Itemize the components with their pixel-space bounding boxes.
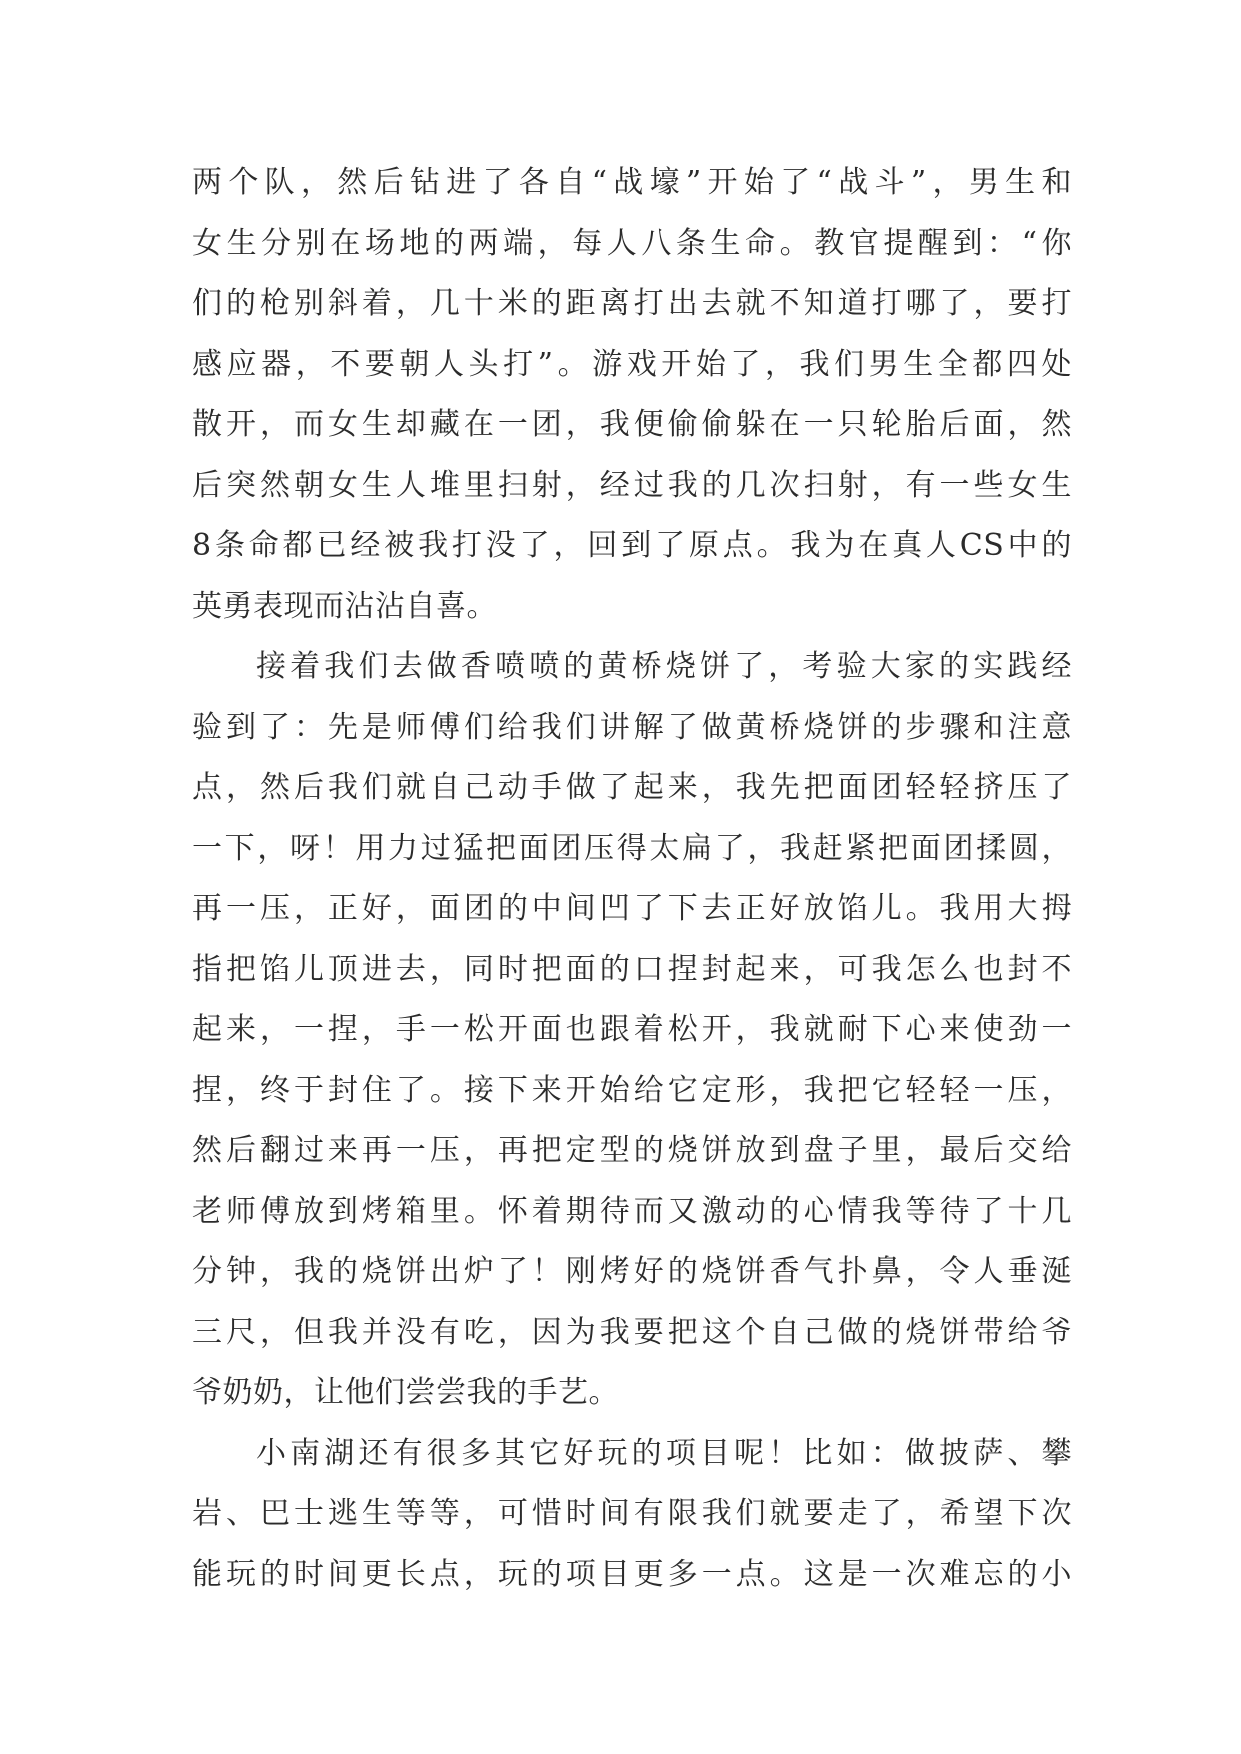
paragraph-first-line: 小南湖还有很多其它好玩的项目呢！比如：做披萨、攀 (256, 1435, 1072, 1471)
text-line: 老师傅放到烤箱里。怀着期待而又激动的心情我等待了十几 (192, 1193, 1072, 1229)
paragraph-first-line: 接着我们去做香喷喷的黄桥烧饼了，考验大家的实践经 (256, 649, 1072, 684)
text-line: 点，然后我们就自己动手做了起来，我先把面团轻轻挤压了 (192, 770, 1072, 805)
text-line: 8条命都已经被我打没了，回到了原点。我为在真人CS中的 (192, 528, 1072, 563)
text-line: 验到了：先是师傅们给我们讲解了做黄桥烧饼的步骤和注意 (192, 709, 1072, 745)
text-line: 指把馅儿顶进去，同时把面的口捏封起来，可我怎么也封不 (192, 951, 1072, 987)
text-line: 散开，而女生却藏在一团，我便偷偷躲在一只轮胎后面，然 (192, 407, 1072, 442)
text-line: 然后翻过来再一压，再把定型的烧饼放到盘子里，最后交给 (192, 1133, 1072, 1168)
text-line: 英勇表现而沾沾自喜。 (192, 588, 497, 624)
text-line: 捏，终于封住了。接下来开始给它定形，我把它轻轻一压， (192, 1072, 1072, 1108)
text-line: 分钟，我的烧饼出炉了！刚烤好的烧饼香气扑鼻，令人垂涎 (192, 1254, 1072, 1289)
text-line: 能玩的时间更长点，玩的项目更多一点。这是一次难忘的小 (192, 1556, 1072, 1592)
text-line: 起来，一捏，手一松开面也跟着松开，我就耐下心来使劲一 (192, 1012, 1072, 1047)
text-line: 两个队，然后钻进了各自“战壕”开始了“战斗”，男生和 (192, 165, 1072, 200)
body-text (192, 153, 1072, 1605)
text-line: 一下，呀！用力过猛把面团压得太扁了，我赶紧把面团揉圆， (192, 830, 1072, 866)
text-line: 爷奶奶，让他们尝尝我的手艺。 (192, 1375, 619, 1410)
text-line: 后突然朝女生人堆里扫射，经过我的几次扫射，有一些女生 (192, 467, 1072, 503)
text-line: 三尺，但我并没有吃，因为我要把这个自己做的烧饼带给爷 (192, 1314, 1072, 1350)
text-line: 岩、巴士逃生等等，可惜时间有限我们就要走了，希望下次 (192, 1496, 1072, 1531)
text-line: 女生分别在场地的两端，每人八条生命。教官提醒到：“你 (192, 225, 1072, 261)
text-line: 再一压，正好，面团的中间凹了下去正好放馅儿。我用大拇 (192, 891, 1072, 926)
text-line: 感应器，不要朝人头打”。游戏开始了，我们男生全都四处 (192, 346, 1072, 382)
text-line: 们的枪别斜着，几十米的距离打出去就不知道打哪了，要打 (192, 286, 1072, 321)
